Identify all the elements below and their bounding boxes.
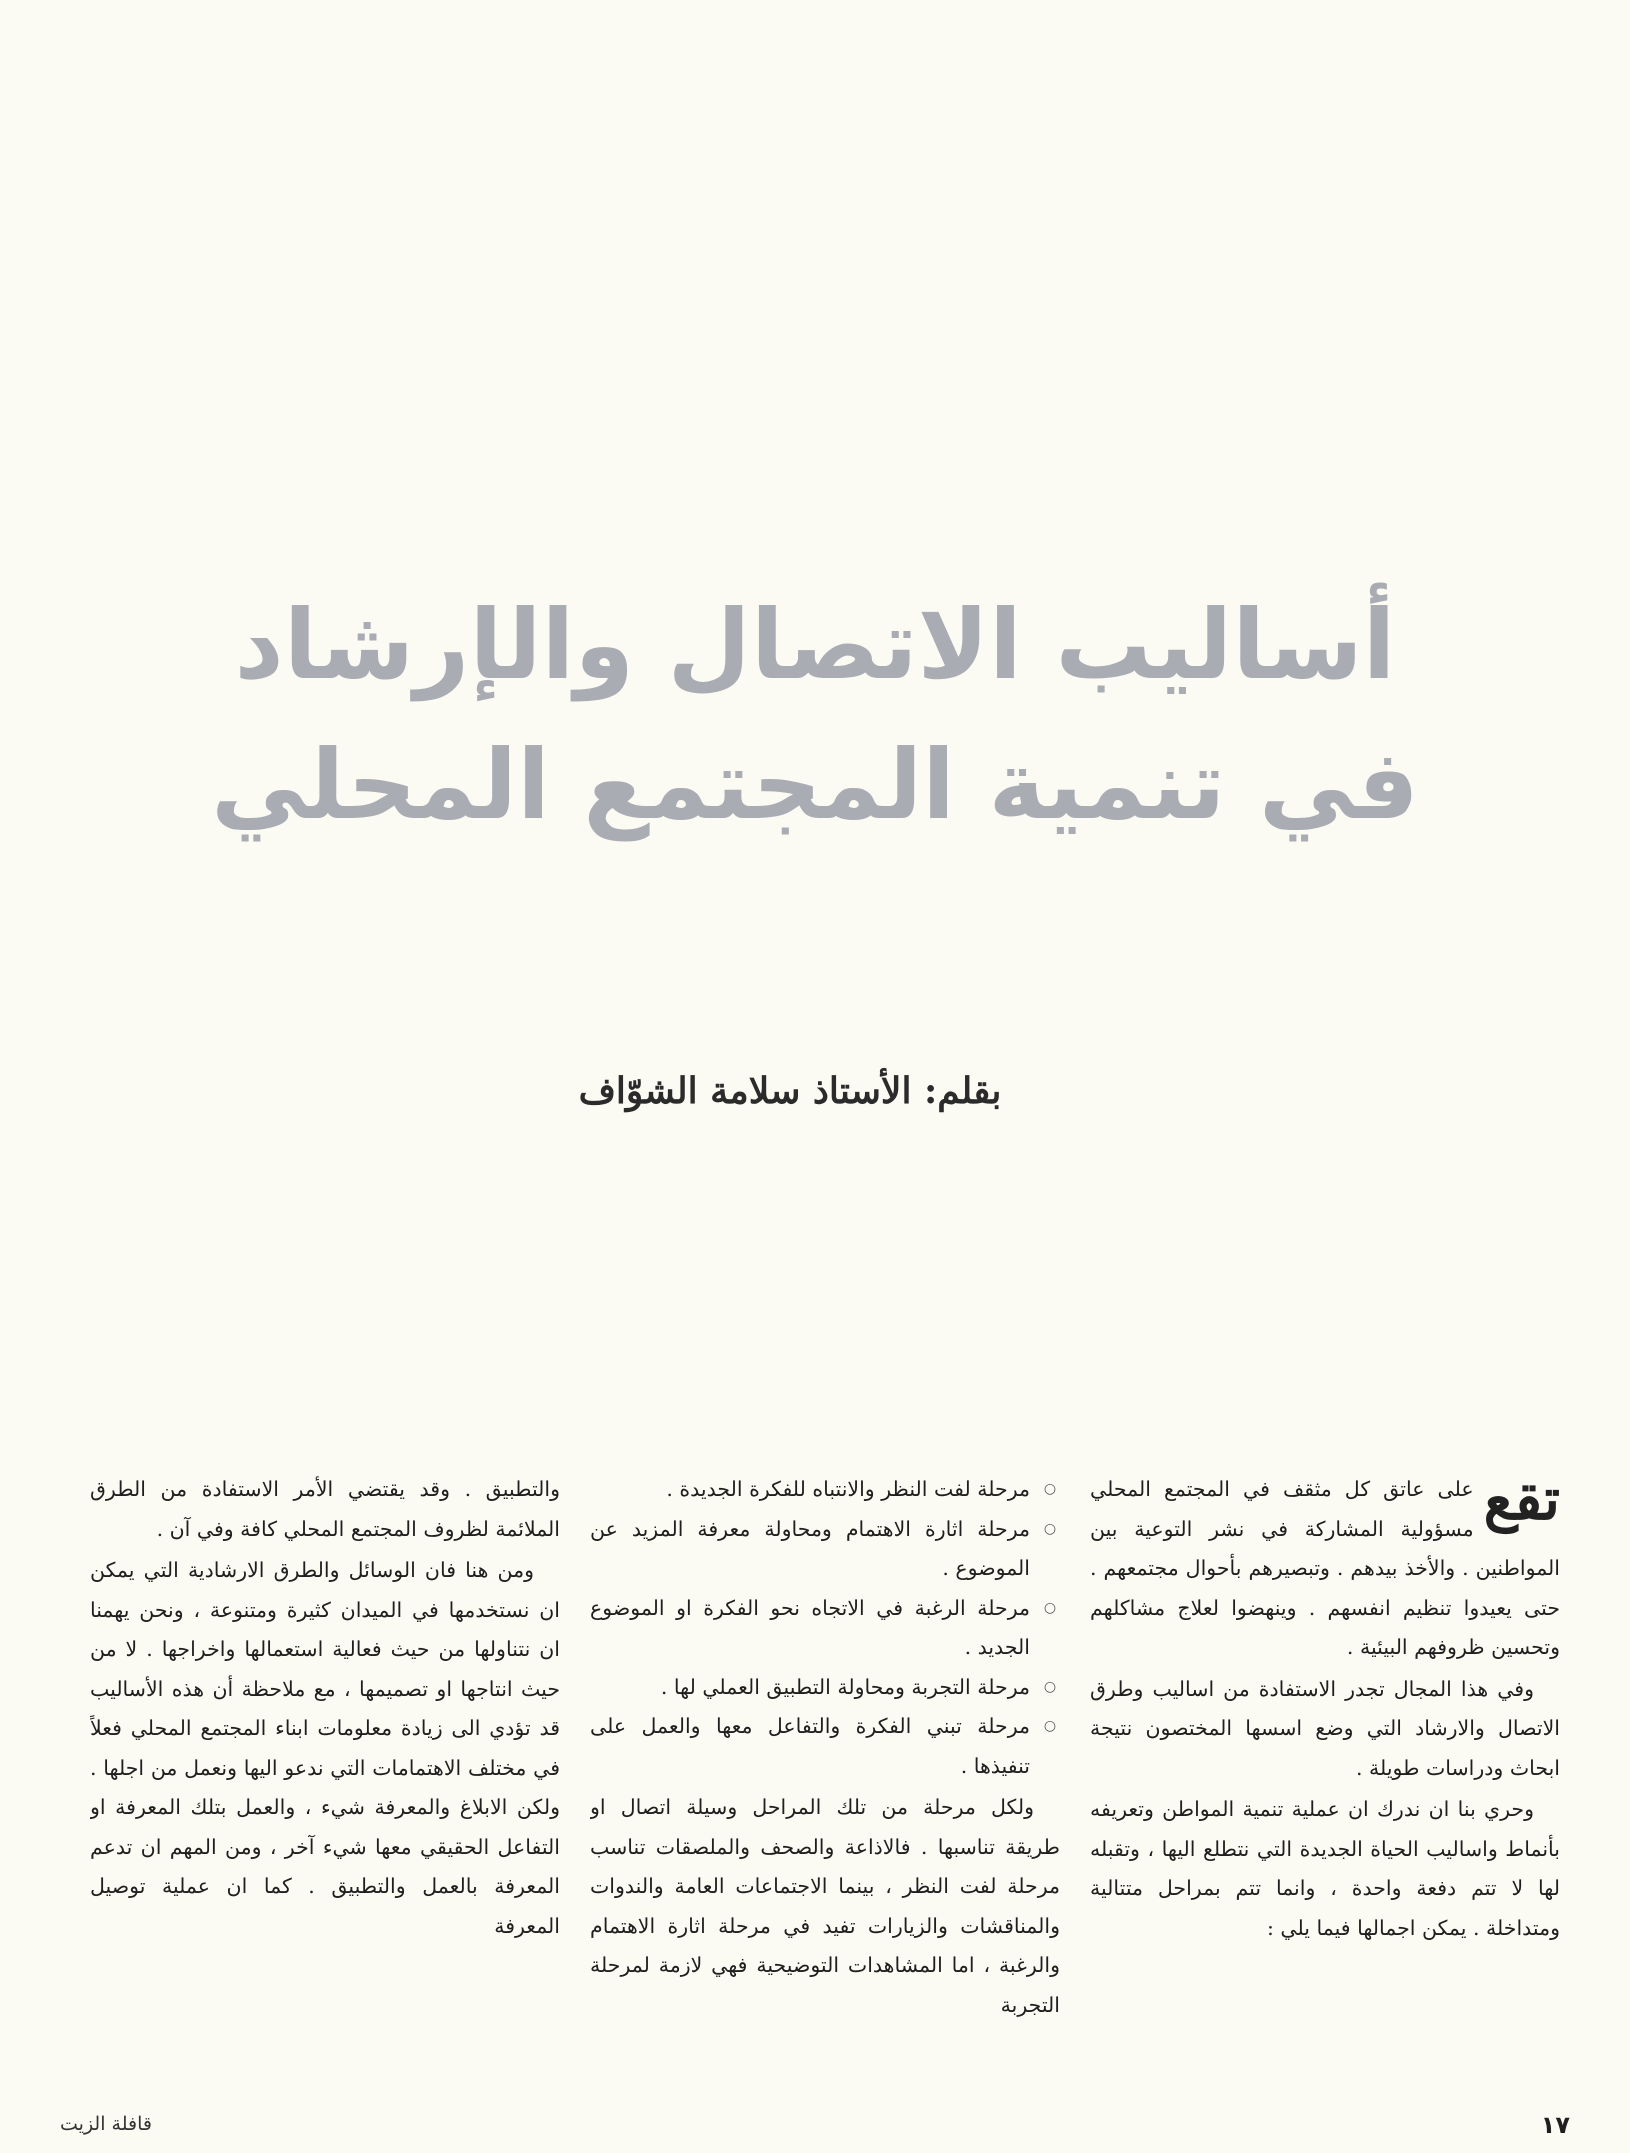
bullet-icon: ○ [1043, 1481, 1057, 1497]
article-title-line-2: في تنمية المجتمع المحلي [211, 729, 1419, 841]
paragraph: وحري بنا ان ندرك ان عملية تنمية المواطن وتعريفه بأنماط واساليب الحياة الجديدة التي نتطلع اليها ، وتقبله لها لا تتم دفعة واحدة ، وانما تتم بمراحل متتالية ومتداخلة . يمكن اجمالها فيما يلي : [1090, 1797, 1560, 1940]
list-item [590, 1668, 1060, 1708]
bullet-icon: ○ [1043, 1718, 1057, 1734]
author-byline: بقلم: الأستاذ سلامة الشوّاف [578, 1070, 1002, 1112]
list-item [590, 1589, 1060, 1668]
magazine-name: قافلة الزيت [60, 2113, 152, 2135]
paragraph: والتطبيق . وقد يقتضي الأمر الاستفادة من الطرق الملائمة لظروف المجتمع المحلي كافة وفي آن . [90, 1477, 560, 1541]
bullet-icon: ○ [1043, 1520, 1057, 1537]
list-item [590, 1510, 1060, 1589]
paragraph [1090, 1470, 1560, 1668]
paragraph: وفي هذا المجال تجدر الاستفادة من اساليب وطرق الاتصال والارشاد التي وضع اسسها المختصون نتيجة ابحاث ودراسات طويلة . [1090, 1676, 1560, 1780]
bullet-icon: ○ [1043, 1678, 1057, 1695]
column-middle [590, 1470, 1060, 2075]
bullet-icon: ○ [1043, 1599, 1057, 1616]
list-item-text: مرحلة اثارة الاهتمام ومحاولة معرفة المزيد عن الموضوع . [590, 1516, 1030, 1580]
page-number: ١٧ [1540, 2111, 1570, 2139]
list-item-text: مرحلة تبني الفكرة والتفاعل معها والعمل على تنفيذها . [590, 1714, 1030, 1778]
list-item [590, 1707, 1060, 1786]
paragraph-text: على عاتق كل مثقف في المجتمع المحلي مسؤولية المشاركة في نشر التوعية بين المواطنين . والأخذ بيدهم . وتبصيرهم بأحوال مجتمعهم . حتى يعيدوا تنظيم انفسهم . وينهضوا لعلاج مشاكلهم وتحسين ظروفهم البيئية . [1090, 1477, 1560, 1659]
article-title-line-1: أساليب الاتصال والإرشاد [234, 589, 1396, 701]
paragraph: ولكل مرحلة من تلك المراحل وسيلة اتصال او طريقة تناسبها . فالاذاعة والصحف والملصقات تناسب مرحلة لفت النظر ، بينما الاجتماعات العامة والندوات والمناقشات والزيارات تفيد في مرحلة اثارة الاهتمام والرغبة ، اما المشاهدات التوضيحية فهي لازمة لمرحلة التجربة [590, 1795, 1060, 2017]
list-item-text: مرحلة الرغبة في الاتجاه نحو الفكرة او الموضوع الجديد . [590, 1595, 1030, 1659]
list-item-text: مرحلة التجربة ومحاولة التطبيق العملي لها . [660, 1674, 1030, 1699]
paragraph: ومن هنا فان الوسائل والطرق الارشادية التي يمكن ان نستخدمها في الميدان كثيرة ومتنوعة ، ونحن يهمنا ان نتناولها من حيث فعالية استعمالها واخراجها . لا من حيث انتاجها او تصميمها ، مع ملاحظة أن هذه الأساليب قد تؤدي الى زيادة معلومات ابناء المجتمع المحلي فعلاً في مختلف الاهتمامات التي ندعو اليها ونعمل من اجلها . ولكن الابلاغ والمعرفة شيء ، والعمل بتلك المعرفة او التفاعل الحقيقي معها شيء آخر ، ومن المهم ان تدعم المعرفة بالعمل والتطبيق . كما ان عملية توصيل المعرفة [90, 1558, 560, 1938]
list-item-text: مرحلة لفت النظر والانتباه للفكرة الجديدة . [666, 1477, 1030, 1501]
drop-cap: تقع [1483, 1470, 1560, 1533]
list-item [590, 1470, 1060, 1510]
column-right [1090, 1470, 1560, 2075]
column-left [90, 1470, 560, 2075]
article-body [90, 1470, 1560, 2075]
stages-list [590, 1470, 1060, 1786]
